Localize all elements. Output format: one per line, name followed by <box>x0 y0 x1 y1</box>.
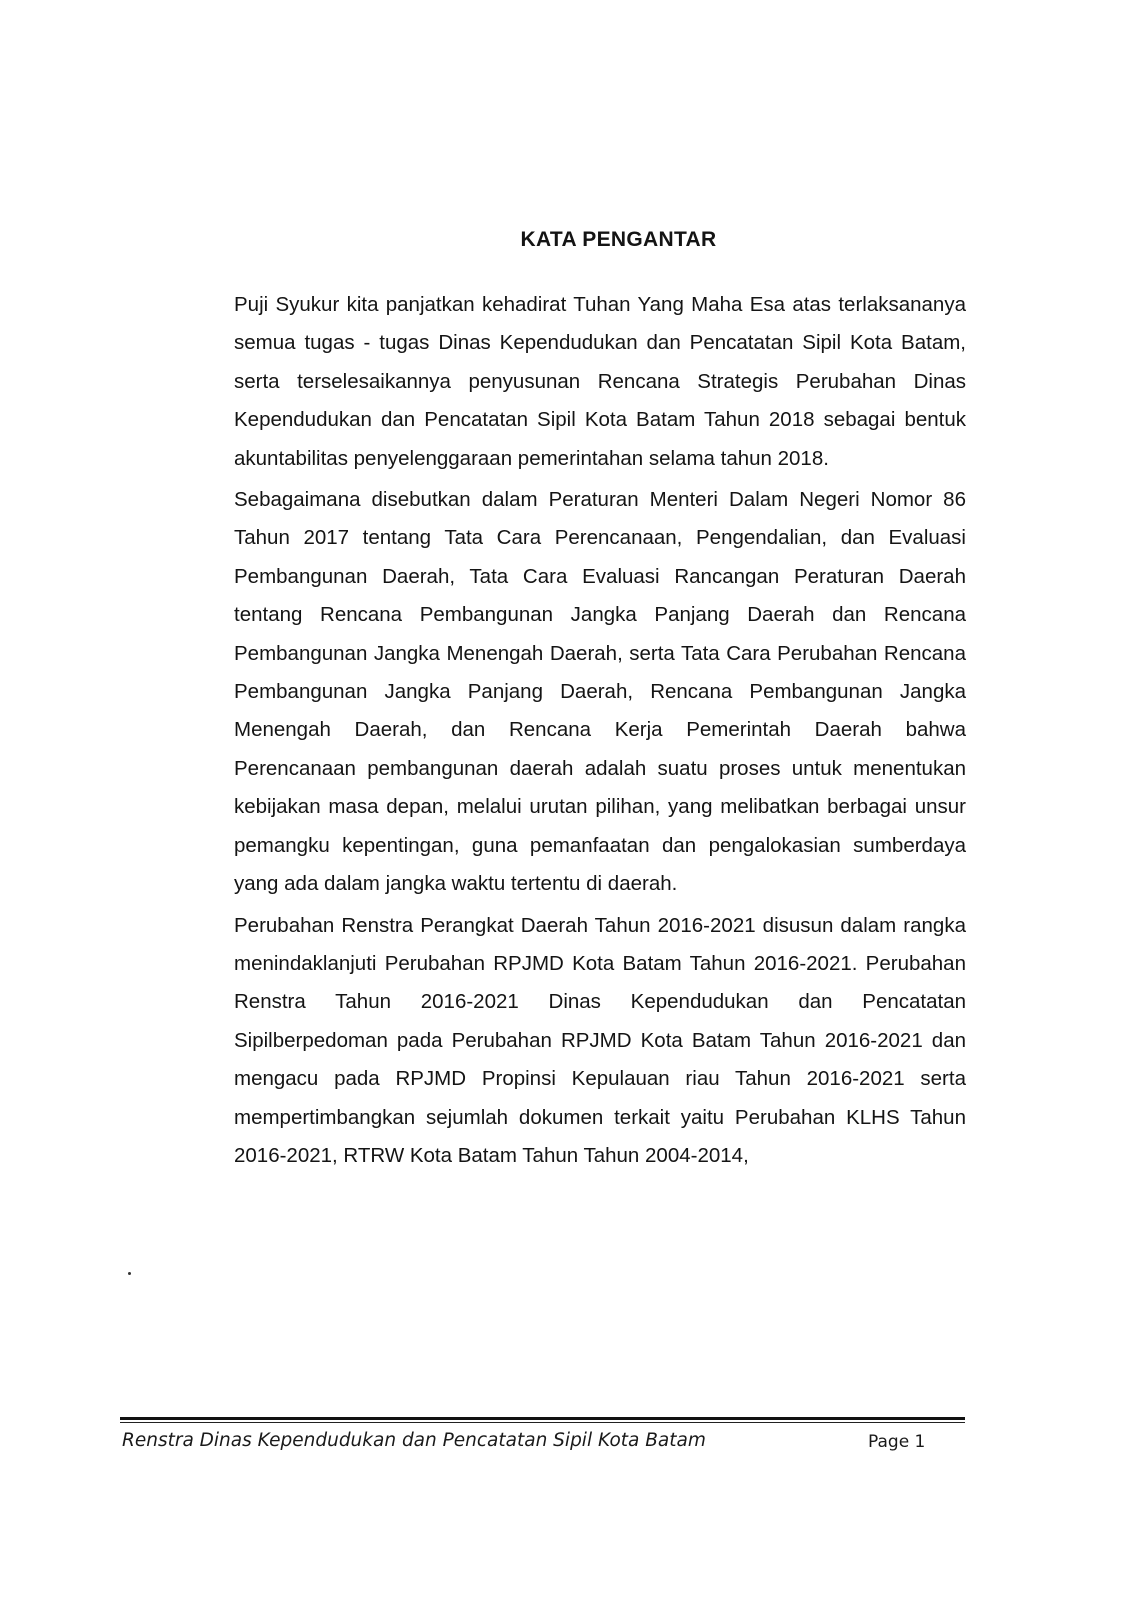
paragraph-regulation: Sebagaimana disebutkan dalam Peraturan Menteri Dalam Negeri Nomor 86 Tahun 2017 tentang Tata Cara Perencanaan, Pengendalian, dan Evaluasi Pembangunan Daerah, Tata Cara Evaluasi Rancangan Peraturan Daerah tentang Rencana Pembangunan Jangka Panjang Daerah dan Rencana Pembangunan Jangka Menengah Daerah, serta Tata Cara Perubahan Rencana Pembangunan Jangka Panjang Daerah, Rencana Pembangunan Jangka Menengah Daerah, dan Rencana Kerja Pemerintah Daerah bahwa Perencanaan pembangunan daerah adalah suatu proses untuk menentukan kebijakan masa depan, melalui urutan pilihan, yang melibatkan berbagai unsur pemangku kepentingan, guna pemanfaatan dan pengalokasian sumberdaya yang ada dalam jangka waktu tertentu di daerah. <box>234 488 966 896</box>
document-body <box>234 286 966 1178</box>
page-title: KATA PENGANTAR <box>520 228 717 251</box>
margin-dot <box>128 1272 131 1275</box>
footer-rule <box>120 1417 965 1420</box>
paragraph-intro: Puji Syukur kita panjatkan kehadirat Tuhan Yang Maha Esa atas terlaksananya semua tugas - tugas Dinas Kependudukan dan Pencatatan Sipil Kota Batam, serta terselesaikannya penyusunan Rencana Strategis Perubahan Dinas Kependudukan dan Pencatatan Sipil Kota Batam Tahun 2018 sebagai bentuk akuntabilitas penyelenggaraan pemerintahan selama tahun 2018. <box>234 293 966 470</box>
footer-document-title: Renstra Dinas Kependudukan dan Pencatatan Sipil Kota Batam <box>122 1430 706 1451</box>
footer-rule-thin <box>120 1422 965 1423</box>
footer-page-number: Page 1 <box>868 1432 926 1452</box>
paragraph-renstra: Perubahan Renstra Perangkat Daerah Tahun 2016-2021 disusun dalam rangka menindaklanjuti Perubahan RPJMD Kota Batam Tahun 2016-2021. Perubahan Renstra Tahun 2016-2021 Dinas Kependudukan dan Pencatatan Sipilberpedoman pada Perubahan RPJMD Kota Batam Tahun 2016-2021 dan mengacu pada RPJMD Propinsi Kepulauan riau Tahun 2016-2021 serta mempertimbangkan sejumlah dokumen terkait yaitu Perubahan KLHS Tahun 2016-2021, RTRW Kota Batam Tahun Tahun 2004-2014, <box>234 913 966 1167</box>
